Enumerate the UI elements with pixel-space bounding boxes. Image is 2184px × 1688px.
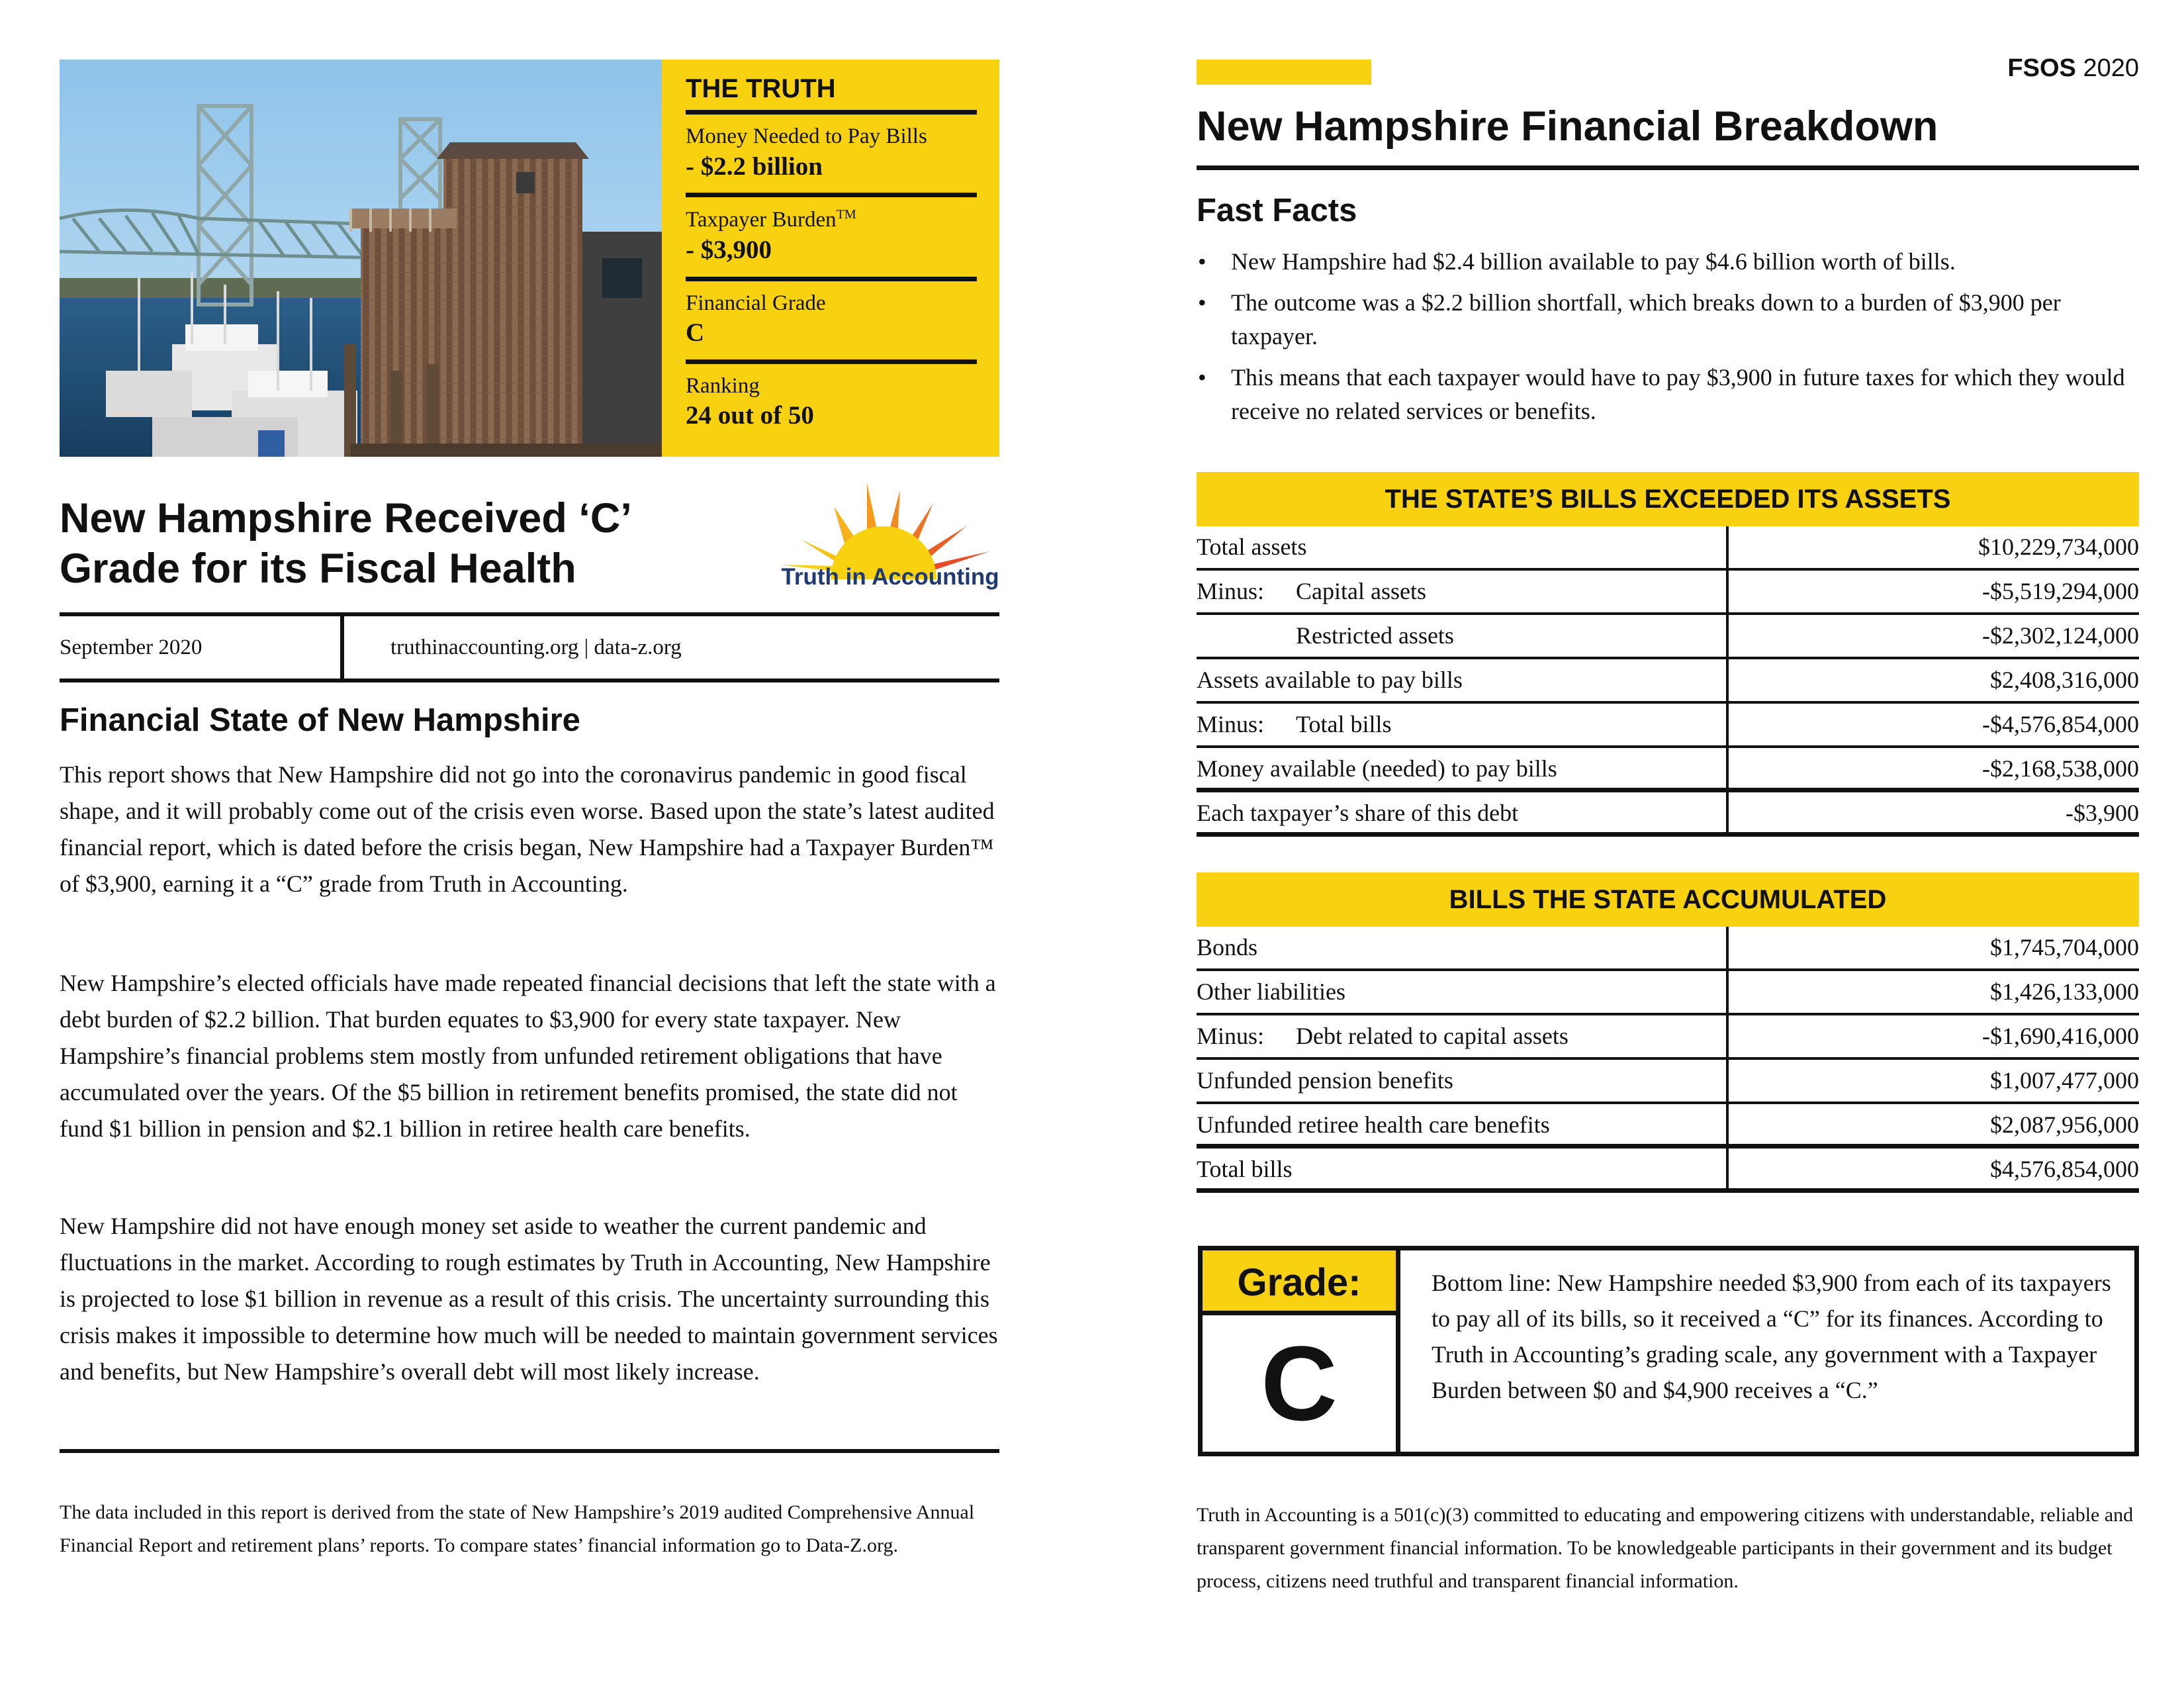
row-label: Bonds [1197,934,1258,961]
table-row [1197,1104,2139,1149]
row-value: $1,745,704,000 [1990,934,2139,961]
fast-facts-list [1197,245,2139,436]
report-date: September 2020 [60,616,344,679]
row-label: Assets available to pay bills [1197,667,1463,693]
bullet-icon: • [1198,289,1206,316]
fast-facts-title: Fast Facts [1197,193,1357,228]
truth-item-label: Taxpayer Burden™ [686,207,856,232]
row-label: Money available (needed) to pay bills [1197,755,1557,782]
logo-wordmark: Truth in Accounting [781,564,999,590]
row-value: $10,229,734,000 [1978,534,2139,560]
section-title: Financial State of New Hampshire [60,702,580,738]
list-item: • This means that each taxpayer would have to pay $3,900 in future taxes for which they would receive no related services or benefits. [1197,361,2139,428]
table-row [1197,526,2139,571]
truth-item-ranking [686,364,977,442]
row-value: $2,408,316,000 [1990,667,2139,693]
accent-tab [1197,60,1371,85]
column-divider [1726,748,1729,788]
row-label: Restricted assets [1296,622,1454,649]
page-title-line-2: Grade for its Fiscal Health [60,545,576,592]
source-urls: truthinaccounting.org | data-z.org [390,635,682,659]
column-divider [1726,1015,1729,1057]
row-label: Minus: Total bills [1197,711,1392,737]
truth-item-value: - $2.2 billion [686,152,823,181]
page-title [60,493,721,594]
truth-item-label: Financial Grade [686,291,826,315]
column-divider [1726,526,1729,568]
column-divider [1726,1060,1729,1102]
row-value: -$2,302,124,000 [1982,622,2139,649]
table-row [1197,659,2139,704]
row-value: -$1,690,416,000 [1982,1023,2139,1049]
trademark-sup: TM [836,207,856,222]
row-value: -$3,900 [2066,800,2139,826]
row-value: $2,087,956,000 [1990,1111,2139,1138]
row-label: Total assets [1197,534,1307,560]
grade-box [1198,1246,2139,1456]
report-series-label: FSOS 2020 [2007,54,2139,82]
body-paragraph: New Hampshire did not have enough money set aside to weather the current pandemic and fluctuations in the market. According to rough estimates by Truth in Accounting, New Hampshire is projected to lose $1 billion in revenue as a result of this crisis. The uncertainty surrounding this crisis makes it impossible to determine how much will be needed to maintain government services and benefits, but New Hampshire’s overall debt will most likely increase. [60,1213,998,1385]
truth-box-title: THE TRUTH [686,69,977,115]
table-row [1197,748,2139,792]
row-value: $1,007,477,000 [1990,1067,2139,1094]
row-value: -$4,576,854,000 [1982,711,2139,737]
column-divider [1726,1104,1729,1144]
row-value: -$5,519,294,000 [1982,578,2139,604]
column-divider [1726,927,1729,968]
list-item: • New Hampshire had $2.4 billion available to pay $4.6 billion worth of bills. [1197,245,2139,279]
row-label: Unfunded retiree health care benefits [1197,1111,1550,1138]
table-row [1197,1149,2139,1193]
row-label: Total bills [1197,1156,1293,1182]
truth-item-value: - $3,900 [686,235,772,264]
row-value: -$2,168,538,000 [1982,755,2139,782]
list-item: • The outcome was a $2.2 billion shortfall, which breaks down to a burden of $3,900 per taxpayer. [1197,286,2139,353]
row-label: Each taxpayer’s share of this debt [1197,800,1519,826]
harbor-photo [60,60,662,457]
column-divider [1726,1149,1729,1188]
table-row [1197,615,2139,659]
divider [1197,165,2139,170]
bottom-line-text: Bottom line: New Hampshire needed $3,900 from each of its taxpayers to pay all of its bills, so it received a “C” for its finances. According to Truth in Accounting’s grading scale, any government with a Taxpayer Burden between $0 and $4,900 receives a “C.” [1432,1270,2111,1403]
truth-item-label: Ranking [686,373,760,398]
bills-table [1197,927,2139,1193]
column-divider [1726,971,1729,1013]
assets-table [1197,526,2139,837]
column-divider [1726,659,1729,701]
column-divider [1726,792,1729,832]
body-paragraph: New Hampshire’s elected officials have made repeated financial decisions that left the state with a debt burden of $2.2 billion. That burden equates to $3,900 for every state taxpayer. New Hampshire’s financial problems stem mostly from unfunded retirement obligations that have accumulated over the years. Of the $5 billion in retirement benefits promised, the state did not fund $1 billion in pension and $2.1 billion in retiree health care benefits. [60,970,996,1142]
harbor-illustration [60,60,662,457]
bullet-icon: • [1198,364,1206,391]
truth-item-value: C [686,318,705,348]
row-value: $4,576,854,000 [1990,1156,2139,1182]
about-text: Truth in Accounting is a 501(c)(3) committed to educating and empowering citizens with understandable, reliable and transparent government financial information. To be knowledgeable participants in their government and its budget process, citizens need truthful and transparent financial information. [1197,1504,2134,1592]
table-row [1197,704,2139,748]
bills-table-title: BILLS THE STATE ACCUMULATED [1197,872,2139,927]
page-title-line-1: New Hampshire Received ‘C’ [60,495,632,541]
table-row [1197,1060,2139,1104]
bullet-icon: • [1198,248,1206,275]
row-label: Unfunded pension benefits [1197,1067,1453,1094]
row-label: Minus: Debt related to capital assets [1197,1023,1569,1049]
table-row [1197,792,2139,837]
truth-item-label: Money Needed to Pay Bills [686,124,927,148]
divider [60,1449,999,1453]
body-paragraph: This report shows that New Hampshire did not go into the coronavirus pandemic in good fiscal shape, and it will probably come out of the crisis even worse. Based upon the state’s latest audited financial report, which is dated before the crisis began, New Hampshire had a Taxpayer Burden™ of $3,900, earning it a “C” grade from Truth in Accounting. [60,761,995,897]
assets-table-title: THE STATE’S BILLS EXCEEDED ITS ASSETS [1197,472,2139,526]
column-divider [1726,704,1729,745]
column-divider [1726,615,1729,657]
meta-bar [60,612,999,682]
truth-item-taxpayer-burden [686,197,977,281]
column-divider [1726,571,1729,612]
table-row [1197,1015,2139,1060]
source-footnote: The data included in this report is derived from the state of New Hampshire’s 2019 audited Comprehensive Annual Financial Report and retirement plans’ reports. To compare states’ financial information go to Data-Z.org. [60,1501,975,1556]
column-divider [1396,1250,1400,1452]
table-row [1197,927,2139,971]
grade-label: Grade: [1203,1250,1396,1315]
row-label: Other liabilities [1197,978,1345,1005]
table-row [1197,971,2139,1015]
breakdown-title: New Hampshire Financial Breakdown [1197,103,1938,150]
grade-letter: C [1261,1324,1338,1442]
truth-item-money-needed [686,115,977,197]
row-value: $1,426,133,000 [1990,978,2139,1005]
row-label: Minus: Capital assets [1197,578,1426,604]
truth-item-value: 24 out of 50 [686,401,814,430]
truth-summary-box [662,60,999,457]
truth-item-financial-grade [686,281,977,364]
table-row [1197,571,2139,615]
